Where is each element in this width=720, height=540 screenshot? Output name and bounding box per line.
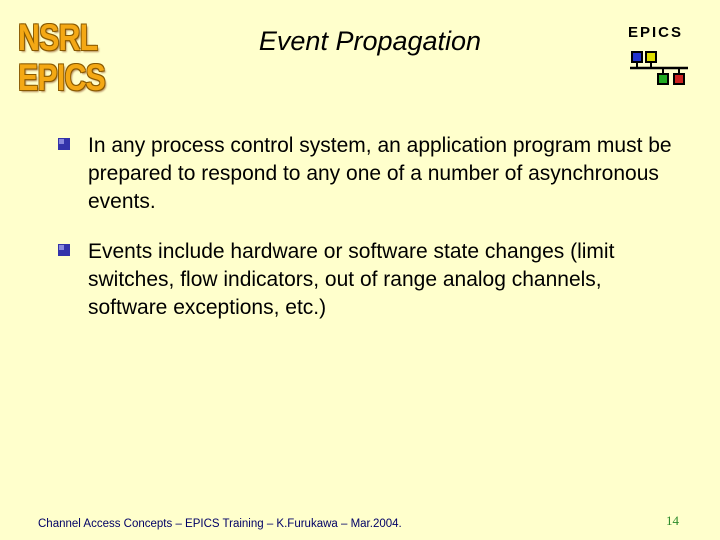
- bullet-item: [58, 238, 678, 322]
- bullet-item: [58, 132, 678, 216]
- bullet-text: Events include hardware or software state changes (limit switches, flow indicators, out of range analog channels, software exceptions, etc.): [88, 240, 615, 319]
- slide-title: Event Propagation: [258, 26, 482, 56]
- bullet-square-icon: [58, 244, 70, 256]
- epics-logo-label: EPICS: [628, 24, 684, 41]
- page-number: 14: [666, 513, 679, 528]
- epics-network-logo: [624, 24, 694, 88]
- logo-line-1: NSRL: [18, 17, 98, 58]
- bullet-text: In any process control system, an application program must be prepared to respond to any one of a number of asynchronous events.: [88, 134, 672, 213]
- nsrl-epics-logo: [18, 18, 104, 104]
- bullet-list: [58, 132, 678, 344]
- footer-text: Channel Access Concepts – EPICS Training – K.Furukawa – Mar.2004.: [38, 518, 402, 530]
- bullet-square-icon: [58, 138, 70, 150]
- logo-line-2: EPICS: [18, 57, 105, 98]
- network-icon: [624, 24, 694, 88]
